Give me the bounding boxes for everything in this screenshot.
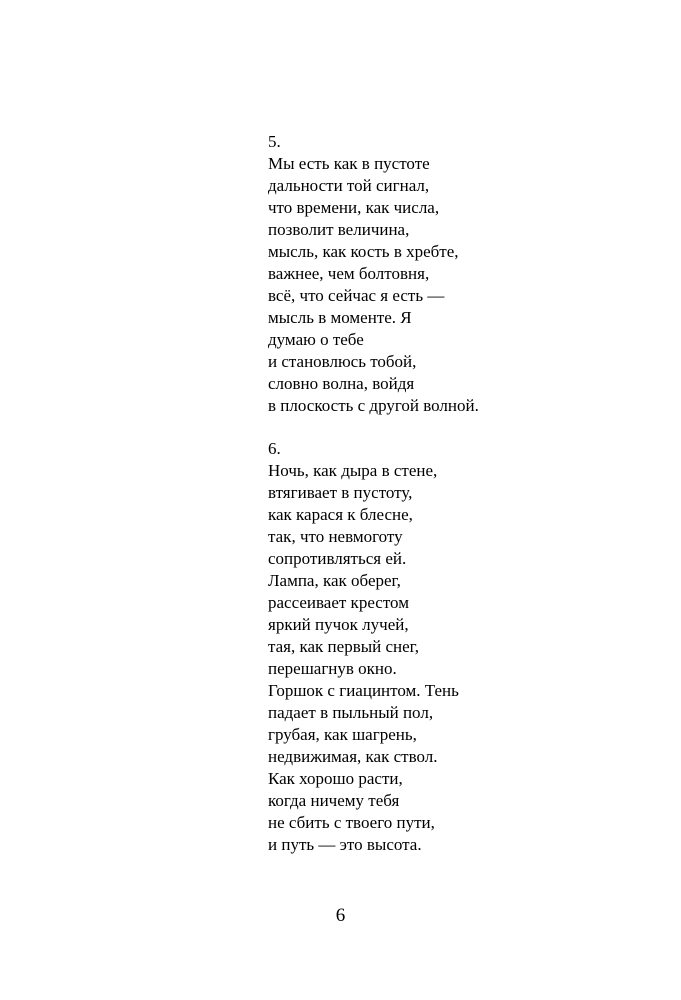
poem-line: думаю о тебе <box>268 330 364 349</box>
poem-line: дальности той сигнал, <box>268 176 430 195</box>
poem-number: 5. <box>268 132 281 151</box>
poem-line: когда ничему тебя <box>268 791 400 810</box>
poem-line: мысль в моменте. Я <box>268 308 412 327</box>
poem-number: 6. <box>268 439 281 458</box>
poem-line: Как хорошо расти, <box>268 769 403 788</box>
poem-line: так, что невмоготу <box>268 527 403 546</box>
poem-line: как карася к блесне, <box>268 505 413 524</box>
poem-line: сопротивляться ей. <box>268 549 407 568</box>
poem-line: что времени, как числа, <box>268 198 440 217</box>
poem-line: важнее, чем болтовня, <box>268 264 430 283</box>
poem-line: Мы есть как в пустоте <box>268 154 430 173</box>
poem-line: яркий пучок лучей, <box>268 615 409 634</box>
page-number: 6 <box>335 905 346 926</box>
poem-line: Горшок с гиацинтом. Тень <box>268 681 459 700</box>
poem-line: всё, что сейчас я есть — <box>268 286 445 305</box>
poem-line: тая, как первый снег, <box>268 637 419 656</box>
poem-line: грубая, как шагрень, <box>268 725 417 744</box>
poem-line: втягивает в пустоту, <box>268 483 413 502</box>
poem-line: позволит величина, <box>268 220 410 239</box>
poem-line: рассеивает крестом <box>268 593 409 612</box>
poem-line: Лампа, как оберег, <box>268 571 401 590</box>
poem-line: и путь — это высота. <box>268 835 422 854</box>
poem-6 <box>268 438 648 856</box>
poem-line: мысль, как кость в хребте, <box>268 242 459 261</box>
poem-line: Ночь, как дыра в стене, <box>268 461 438 480</box>
poem-line: и становлюсь тобой, <box>268 352 417 371</box>
poem-line: недвижимая, как ствол. <box>268 747 438 766</box>
poem-5 <box>268 131 648 417</box>
poem-line: в плоскость с другой волной. <box>268 396 479 415</box>
poem-line: не сбить с твоего пути, <box>268 813 435 832</box>
poem-line: словно волна, войдя <box>268 374 415 393</box>
poem-line: падает в пыльный пол, <box>268 703 434 722</box>
poem-line: перешагнув окно. <box>268 659 397 678</box>
